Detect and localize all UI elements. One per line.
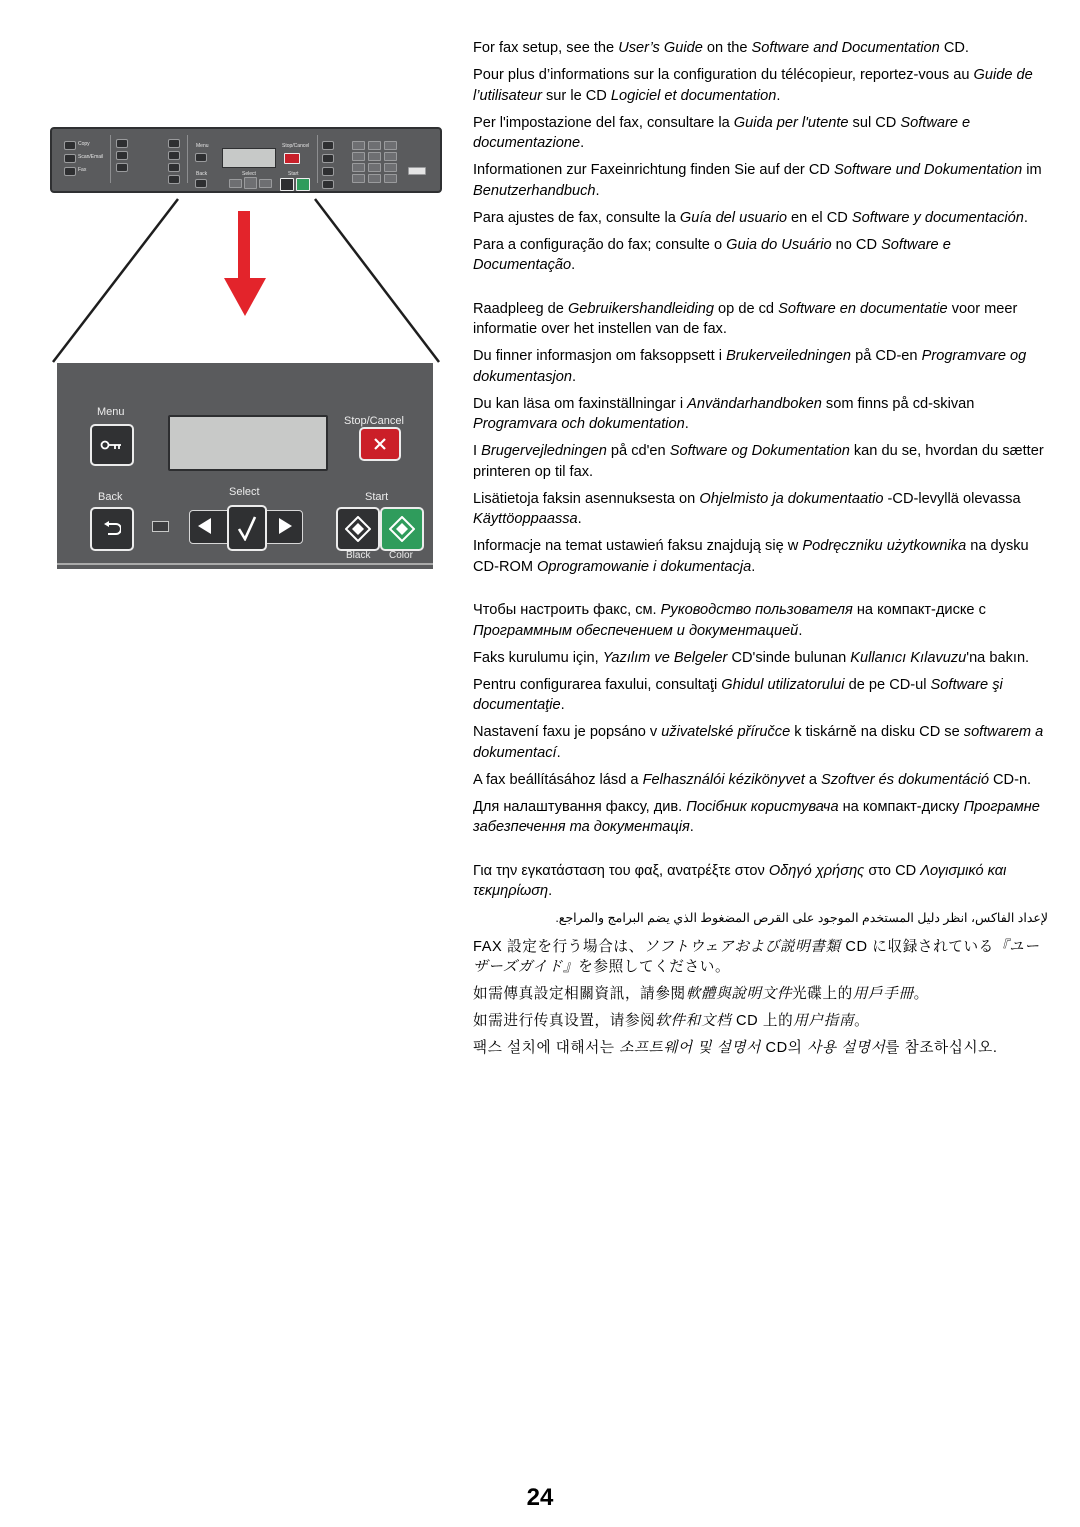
- paragraph-text: -CD-levyllä olevassa: [883, 490, 1021, 507]
- instruction-paragraph: [473, 937, 1048, 978]
- start-diamond-icon: [338, 509, 378, 549]
- scan-email-label: Scan/Email: [78, 154, 104, 160]
- paragraph-text: CD 上的: [731, 1013, 794, 1029]
- stop-cancel-label: Stop/Cancel: [344, 415, 404, 427]
- paragraph-text: I: [473, 443, 482, 459]
- instruction-paragraph: [473, 770, 1048, 791]
- start-black-button: [336, 507, 380, 551]
- paragraph-text: を参照してください。: [578, 959, 731, 975]
- instruction-paragraph: [473, 1011, 1048, 1032]
- paragraph-text: Para ajustes de fax, consulte la: [473, 209, 680, 226]
- paragraph-text: .: [798, 622, 803, 639]
- arrow-right-icon: [278, 518, 292, 534]
- paragraph-text: op de cd: [713, 300, 779, 317]
- paragraph-text: Du finner informasjon om faksoppsett i: [473, 348, 727, 364]
- paragraph-text: Чтобы настроить факс, см.: [473, 602, 661, 618]
- key-icon: [92, 426, 132, 464]
- document-title: Gebruikershandleiding: [567, 300, 714, 317]
- instruction-paragraph: [473, 1038, 1048, 1059]
- paragraph-text: Per l'impostazione del fax, consultare la: [473, 114, 734, 131]
- key-icon: [100, 439, 124, 451]
- paragraph-text: A fax beállításához lásd a: [473, 771, 643, 788]
- document-title: Programvare og dokumentasjon: [473, 348, 1027, 385]
- arrow-left-icon: [198, 518, 212, 534]
- paragraph-text: Para a configuração do fax; consulte o: [473, 236, 727, 253]
- close-icon: [361, 429, 399, 459]
- document-title: softwarem a dokumentací: [473, 724, 1044, 761]
- paragraph-text: For fax setup, see the: [473, 40, 619, 56]
- start-diamond-icon: [345, 516, 371, 542]
- fax-label: Fax: [78, 167, 87, 173]
- document-title: Програмне забезпечення та документація: [473, 798, 1040, 835]
- checkmark-icon: [229, 507, 265, 549]
- paragraph-text: Informationen zur Faxeinrichtung finden Sie auf der CD: [473, 162, 834, 178]
- instruction-paragraph: [473, 675, 1048, 716]
- paragraph-text: لإعداد الفاكس، انظر دليل المستخدم الموجود على القرص المضغوط الذي يضم البرامج والمراجع.: [555, 911, 1048, 925]
- paragraph-text: CD의: [760, 1040, 808, 1056]
- stop-cancel-label: Stop/Cancel: [282, 143, 310, 149]
- paragraph-text: CD.: [939, 40, 969, 56]
- paragraph-text: Nastavení faxu je popsáno v: [473, 724, 662, 740]
- document-title: Användarhandboken: [687, 395, 822, 412]
- close-icon: [374, 438, 386, 450]
- document-title: uživatelské příručce: [661, 724, 791, 740]
- paragraph-text: a: [804, 771, 822, 788]
- document-title: Οδηγό χρήσης: [768, 862, 865, 879]
- start-diamond-icon: [382, 509, 422, 549]
- paragraph-text: på cd'en: [606, 443, 670, 459]
- paragraph-text: 를 참조하십시오.: [885, 1040, 998, 1056]
- menu-label: Menu: [196, 143, 209, 149]
- select-label: Select: [229, 486, 260, 498]
- document-title: Программным обеспечением и документацией: [473, 622, 799, 639]
- paragraph-text: .: [751, 558, 756, 575]
- select-label: Select: [242, 171, 256, 177]
- document-title: Brukerveiledningen: [726, 348, 852, 364]
- instruction-paragraph: [473, 38, 1048, 59]
- menu-button: [90, 424, 134, 466]
- document-title: Podręczniku użytkownika: [802, 538, 967, 554]
- instruction-paragraph: [473, 984, 1048, 1005]
- document-title: Yazılım ve Belgeler: [602, 649, 728, 666]
- document-title: 軟體與說明文件: [685, 986, 793, 1002]
- paragraph-text: 。: [913, 986, 929, 1002]
- instruction-paragraph: [473, 235, 1048, 276]
- document-title: Guide de l’utilisateur: [473, 67, 1033, 104]
- paragraph-text: 如需傳真設定相關資訊，請參閱: [473, 986, 686, 1002]
- paragraph-text: .: [556, 744, 561, 761]
- paragraph-text: on the: [702, 40, 752, 56]
- paragraph-text: .: [571, 368, 577, 385]
- start-diamond-icon: [389, 516, 415, 542]
- down-arrow-icon: [224, 278, 266, 316]
- document-title: Oprogramowanie i dokumentacja: [537, 558, 752, 575]
- document-title: 软件和文档: [655, 1013, 732, 1029]
- divider: [57, 563, 433, 565]
- document-title: Felhasználói kézikönyvet: [642, 771, 805, 788]
- document-title: Λογισμικό και τεκμηρίωση: [473, 862, 1007, 899]
- paragraph-text: на компакт-диску: [838, 798, 964, 815]
- paragraph-text: .: [571, 257, 576, 273]
- document-title: Посібник користувача: [686, 798, 839, 815]
- copy-label: Copy: [78, 141, 90, 147]
- instruction-paragraph: [473, 346, 1048, 387]
- paragraph-text: .: [684, 416, 689, 432]
- paragraph-text: FAX 設定を行う場合は、: [473, 938, 644, 955]
- document-title: Käyttöoppaassa: [473, 511, 578, 527]
- paragraph-text: Informacje na temat ustawień faksu znajdują się w: [473, 538, 803, 554]
- paragraph-text: .: [580, 135, 585, 151]
- document-title: Software şi documentaţie: [473, 676, 1003, 713]
- paragraph-text: Для налаштування факсу, див.: [473, 798, 687, 815]
- document-title: Software y documentación: [851, 209, 1024, 226]
- instruction-paragraph: [473, 160, 1048, 201]
- paragraph-text: Pentru configurarea faxului, consultaţi: [473, 676, 722, 693]
- document-title: Guía del usuario: [679, 209, 787, 226]
- paragraph-text: .: [689, 819, 694, 835]
- paragraph-text: sur le CD: [541, 87, 611, 104]
- document-title: ソフトウェアおよび説明書類: [643, 938, 841, 955]
- paragraph-text: en el CD: [786, 209, 852, 226]
- start-label: Start: [288, 171, 299, 177]
- document-title: 사용 설명서: [807, 1040, 886, 1056]
- document-title: Programvara och dokumentation: [473, 416, 685, 432]
- paragraph-text: Du kan läsa om faxinställningar i: [473, 395, 688, 412]
- document-title: Ghidul utilizatorului: [721, 676, 845, 693]
- back-button: [90, 507, 134, 551]
- document-title: Brugervejledningen: [481, 443, 607, 459]
- color-label: Color: [389, 550, 413, 561]
- paragraph-text: CD に収録されている: [840, 938, 994, 955]
- document-title: Software and Documentation: [751, 40, 940, 56]
- document-title: Software og Dokumentation: [669, 443, 850, 459]
- paragraph-text: na dysku CD-ROM: [473, 538, 1029, 575]
- document-title: Benutzerhandbuch: [473, 182, 596, 199]
- menu-label: Menu: [97, 406, 125, 418]
- stop-button: [359, 427, 401, 461]
- instruction-paragraph: [473, 648, 1048, 669]
- paragraph-text: .: [776, 87, 781, 104]
- paragraph-text: на компакт-диске с: [852, 602, 986, 618]
- back-label: Back: [98, 491, 123, 503]
- zoom-line-right: [315, 199, 439, 362]
- paragraph-text: .: [1023, 209, 1028, 226]
- back-label: Back: [196, 171, 208, 177]
- paragraph-text: de pe CD-ul: [844, 676, 931, 693]
- document-title: 소프트웨어 및 설명서: [619, 1040, 761, 1056]
- instruction-paragraph: [473, 65, 1048, 106]
- arrow-right-icon: [278, 518, 292, 539]
- paragraph-text: voor meer informatie over het instellen van de fax.: [473, 300, 1018, 337]
- paragraph-text: kan du se, hvordan du sætter printeren op til fax.: [473, 443, 1044, 480]
- checkmark-icon: [237, 515, 257, 541]
- document-title: Guida per l'utente: [733, 114, 849, 131]
- paragraph-text: .: [595, 182, 600, 199]
- document-title: Software e Documentação: [473, 236, 951, 273]
- paragraph-text: 。: [854, 1013, 870, 1029]
- paragraph-text: .: [548, 883, 553, 899]
- instruction-paragraph: [473, 861, 1048, 902]
- instruction-paragraph: [473, 299, 1048, 340]
- paragraph-text: k tiskárně na disku CD se: [790, 724, 964, 740]
- document-title: Kullanıcı Kılavuzu: [850, 649, 967, 666]
- instruction-paragraph: [473, 908, 1048, 929]
- paragraph-text: Pour plus d’informations sur la configuration du télécopieur, reportez-vous au: [473, 67, 974, 83]
- paragraph-text: Για την εγκατάσταση του φαξ, ανατρέξτε στον: [473, 862, 769, 879]
- document-title: Szoftver és dokumentáció: [821, 771, 989, 788]
- lcd-display: [168, 415, 328, 471]
- fax-setup-instructions: [473, 38, 1048, 1065]
- paragraph-text: no CD: [831, 236, 882, 253]
- indicator-light: [152, 521, 169, 532]
- document-title: 用户指南: [793, 1013, 855, 1029]
- instruction-paragraph: [473, 600, 1048, 641]
- instruction-paragraph: [473, 536, 1048, 577]
- paragraph-text: CD-n.: [988, 771, 1032, 788]
- document-title: Guia do Usuário: [726, 236, 832, 253]
- document-title: 用戶手冊: [852, 986, 914, 1002]
- back-arrow-icon: [103, 521, 121, 537]
- navigation-buttons: [189, 505, 301, 547]
- paragraph-text: som finns på cd-skivan: [821, 395, 975, 412]
- paragraph-text: .: [560, 697, 565, 713]
- start-label: Start: [365, 491, 389, 503]
- paragraph-text: Faks kurulumu için,: [473, 649, 603, 666]
- instruction-paragraph: [473, 797, 1048, 838]
- paragraph-text: im: [1022, 162, 1042, 178]
- instruction-paragraph: [473, 722, 1048, 763]
- paragraph-text: sul CD: [848, 114, 901, 131]
- document-title: Logiciel et documentation: [610, 87, 777, 104]
- arrow-left-icon: [198, 518, 212, 539]
- paragraph-text: på CD-en: [851, 348, 922, 364]
- paragraph-text: 如需进行传真设置，请参阅: [473, 1013, 656, 1029]
- instruction-paragraph: [473, 489, 1048, 530]
- paragraph-text: 'na bakın.: [966, 649, 1030, 666]
- arrow-shaft: [238, 211, 250, 281]
- paragraph-text: CD'sinde bulunan: [727, 649, 851, 666]
- document-title: Software und Dokumentation: [833, 162, 1023, 178]
- back-arrow-icon: [92, 509, 132, 549]
- paragraph-text: 팩스 설치에 대해서는: [473, 1040, 620, 1056]
- paragraph-text: 光碟上的: [792, 986, 853, 1002]
- instruction-paragraph: [473, 441, 1048, 482]
- instruction-paragraph: [473, 208, 1048, 229]
- select-button: [227, 505, 267, 551]
- document-title: User’s Guide: [618, 40, 703, 56]
- black-label: Black: [346, 550, 371, 561]
- paragraph-text: Raadpleeg de: [473, 300, 568, 317]
- paragraph-text: στο CD: [864, 862, 921, 879]
- document-title: Ohjelmisto ja dokumentaatio: [699, 490, 884, 507]
- document-title: Software en documentatie: [778, 300, 948, 317]
- instruction-paragraph: [473, 394, 1048, 435]
- paragraph-text: Lisätietoja faksin asennuksesta on: [473, 490, 700, 507]
- page-number: 24: [526, 1484, 554, 1511]
- zoom-line-left: [53, 199, 178, 362]
- document-title: Руководство пользователя: [660, 602, 853, 618]
- instruction-paragraph: [473, 113, 1048, 154]
- paragraph-text: .: [577, 511, 582, 527]
- document-title: 『ユーザーズガイド』: [473, 938, 1040, 975]
- start-color-button: [380, 507, 424, 551]
- document-title: Software e documentazione: [473, 114, 971, 151]
